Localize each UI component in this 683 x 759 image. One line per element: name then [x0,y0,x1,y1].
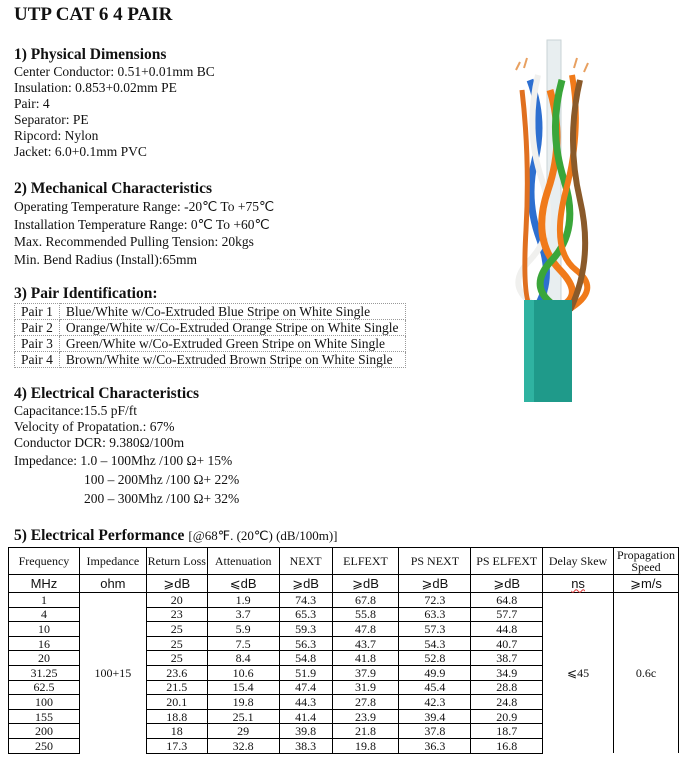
table-cell: 37.8 [399,724,471,739]
pair-label: Pair 2 [15,320,60,336]
table-cell: 31.9 [332,680,399,695]
electrical-list [14,403,239,508]
table-cell: 27.8 [332,695,399,710]
cable-illustration [516,40,588,402]
table-cell: 20.9 [471,709,543,724]
table-cell: 63.3 [399,607,471,622]
table-cell: 31.25 [9,665,80,680]
mechanical-line: Max. Recommended Pulling Tension: 20kgs [14,234,254,249]
column-header: Frequency [9,548,80,575]
table-cell: 67.8 [332,593,399,608]
table-cell: 21.8 [332,724,399,739]
table-cell: 18 [146,724,207,739]
physical-line: Jacket: 6.0+0.1mm PVC [14,144,147,159]
column-header: PS ELFEXT [471,548,543,575]
column-header: Attenuation [207,548,279,575]
delay-skew-cell: ⩽45 [543,593,614,754]
table-cell: 40.7 [471,636,543,651]
performance-heading-wrap [14,527,337,545]
table-cell: 32.8 [207,738,279,753]
table-cell: 19.8 [207,695,279,710]
pair-label: Pair 3 [15,336,60,352]
table-cell: 16 [9,636,80,651]
table-cell: 200 [9,724,80,739]
table-cell: 17.3 [146,738,207,753]
column-header: ELFEXT [332,548,399,575]
table-cell: 7.5 [207,636,279,651]
mechanical-line: Operating Temperature Range: -20℃ To +75℃ [14,199,275,214]
unit-cell: ohm [79,575,146,593]
table-cell: 44.8 [471,622,543,637]
unit-cell: ns [543,575,614,593]
table-cell: 16.8 [471,738,543,753]
table-cell: 62.5 [9,680,80,695]
table-cell: 57.3 [399,622,471,637]
table-cell: 3.7 [207,607,279,622]
physical-heading: 1) Physical Dimensions [14,46,167,63]
table-cell: 42.3 [399,695,471,710]
table-cell: 37.9 [332,665,399,680]
table-cell: 39.4 [399,709,471,724]
units-row [9,575,679,593]
table-cell: 28.8 [471,680,543,695]
column-header: Return Loss [146,548,207,575]
pair-desc: Green/White w/Co-Extruded Green Stripe on White Single [59,336,405,352]
table-cell: 43.7 [332,636,399,651]
electrical-line: 100 – 200Mhz /100 Ω+ 22% [84,472,240,487]
column-header: NEXT [279,548,332,575]
table-cell: 20 [9,651,80,666]
unit-cell: ⩾dB [279,575,332,593]
header-row [9,548,679,575]
physical-line: Separator: PE [14,112,89,127]
table-cell: 38.3 [279,738,332,753]
table-cell: 100 [9,695,80,710]
table-cell: 25 [146,636,207,651]
electrical-line: Capacitance:15.5 pF/ft [14,403,137,418]
table-cell: 10 [9,622,80,637]
mechanical-line: Installation Temperature Range: 0℃ To +60℃ [14,216,270,232]
table-cell: 5.9 [207,622,279,637]
table-cell: 25 [146,622,207,637]
table-cell: 54.8 [279,651,332,666]
pair-label: Pair 4 [15,352,60,368]
table-cell: 72.3 [399,593,471,608]
table-cell: 55.8 [332,607,399,622]
pair-row [15,336,406,352]
table-cell: 38.7 [471,651,543,666]
table-cell: 44.3 [279,695,332,710]
cable-image [500,30,610,405]
table-cell: 59.3 [279,622,332,637]
pair-desc: Blue/White w/Co-Extruded Blue Stripe on White Single [59,304,405,320]
table-cell: 21.5 [146,680,207,695]
unit-cell: ⩾m/s [613,575,678,593]
table-cell: 25 [146,651,207,666]
physical-line: Insulation: 0.853+0.02mm PE [14,80,177,95]
electrical-line: Conductor DCR: 9.380Ω/100m [14,435,185,450]
unit-cell: ⩾dB [146,575,207,593]
table-cell: 18.7 [471,724,543,739]
column-header: Propagation Speed [613,548,678,575]
table-cell: 49.9 [399,665,471,680]
table-cell: 25.1 [207,709,279,724]
physical-line: Ripcord: Nylon [14,128,99,143]
table-cell: 20 [146,593,207,608]
mechanical-heading: 2) Mechanical Characteristics [14,180,212,197]
table-cell: 39.8 [279,724,332,739]
pair-row [15,352,406,368]
table-cell: 23 [146,607,207,622]
pair-label: Pair 1 [15,304,60,320]
pair-desc: Orange/White w/Co-Extruded Orange Stripe on White Single [59,320,405,336]
table-cell: 250 [9,738,80,753]
table-cell: 47.4 [279,680,332,695]
propagation-speed-cell: 0.6c [613,593,678,754]
table-cell: 34.9 [471,665,543,680]
pair-desc: Brown/White w/Co-Extruded Brown Stripe on White Single [59,352,405,368]
table-cell: 1 [9,593,80,608]
table-cell: 41.4 [279,709,332,724]
table-cell: 74.3 [279,593,332,608]
unit-cell: ⩾dB [399,575,471,593]
table-cell: 51.9 [279,665,332,680]
table-cell: 57.7 [471,607,543,622]
table-cell: 24.8 [471,695,543,710]
impedance-cell: 100+15 [79,593,146,754]
table-cell: 41.8 [332,651,399,666]
table-cell: 4 [9,607,80,622]
pair-row [15,304,406,320]
table-cell: 65.3 [279,607,332,622]
unit-cell: ⩾dB [332,575,399,593]
performance-table [8,547,679,754]
electrical-line: Velocity of Propatation.: 67% [14,419,175,434]
physical-list [14,64,215,160]
unit-cell: ⩾dB [471,575,543,593]
column-header: Impedance [79,548,146,575]
table-cell: 54.3 [399,636,471,651]
table-cell: 64.8 [471,593,543,608]
electrical-line: Impedance: 1.0 – 100Mhz /100 Ω+ 15% [14,453,233,468]
column-header: PS NEXT [399,548,471,575]
performance-heading: 5) Electrical Performance [14,527,185,544]
unit-cell: MHz [9,575,80,593]
mechanical-line: Min. Bend Radius (Install):65mm [14,251,197,267]
table-cell: 47.8 [332,622,399,637]
unit-cell: ⩽dB [207,575,279,593]
pair-id-heading: 3) Pair Identification: [14,285,158,302]
table-cell: 52.8 [399,651,471,666]
physical-line: Pair: 4 [14,96,50,111]
table-cell: 10.6 [207,665,279,680]
table-cell: 19.8 [332,738,399,753]
page-title: UTP CAT 6 4 PAIR [14,4,173,25]
table-cell: 155 [9,709,80,724]
column-header: Delay Skew [543,548,614,575]
pair-table [14,303,406,368]
table-row [9,593,679,608]
table-cell: 45.4 [399,680,471,695]
table-cell: 29 [207,724,279,739]
table-cell: 15.4 [207,680,279,695]
table-cell: 56.3 [279,636,332,651]
performance-subheading: [@68℉. (20℃) (dB/100m)] [188,528,338,543]
table-cell: 23.6 [146,665,207,680]
table-cell: 23.9 [332,709,399,724]
table-cell: 18.8 [146,709,207,724]
physical-line: Center Conductor: 0.51+0.01mm BC [14,64,215,79]
electrical-line: 200 – 300Mhz /100 Ω+ 32% [84,491,240,506]
mechanical-list [14,198,274,268]
table-cell: 1.9 [207,593,279,608]
electrical-heading: 4) Electrical Characteristics [14,385,200,402]
table-cell: 20.1 [146,695,207,710]
table-cell: 8.4 [207,651,279,666]
pair-row [15,320,406,336]
table-cell: 36.3 [399,738,471,753]
